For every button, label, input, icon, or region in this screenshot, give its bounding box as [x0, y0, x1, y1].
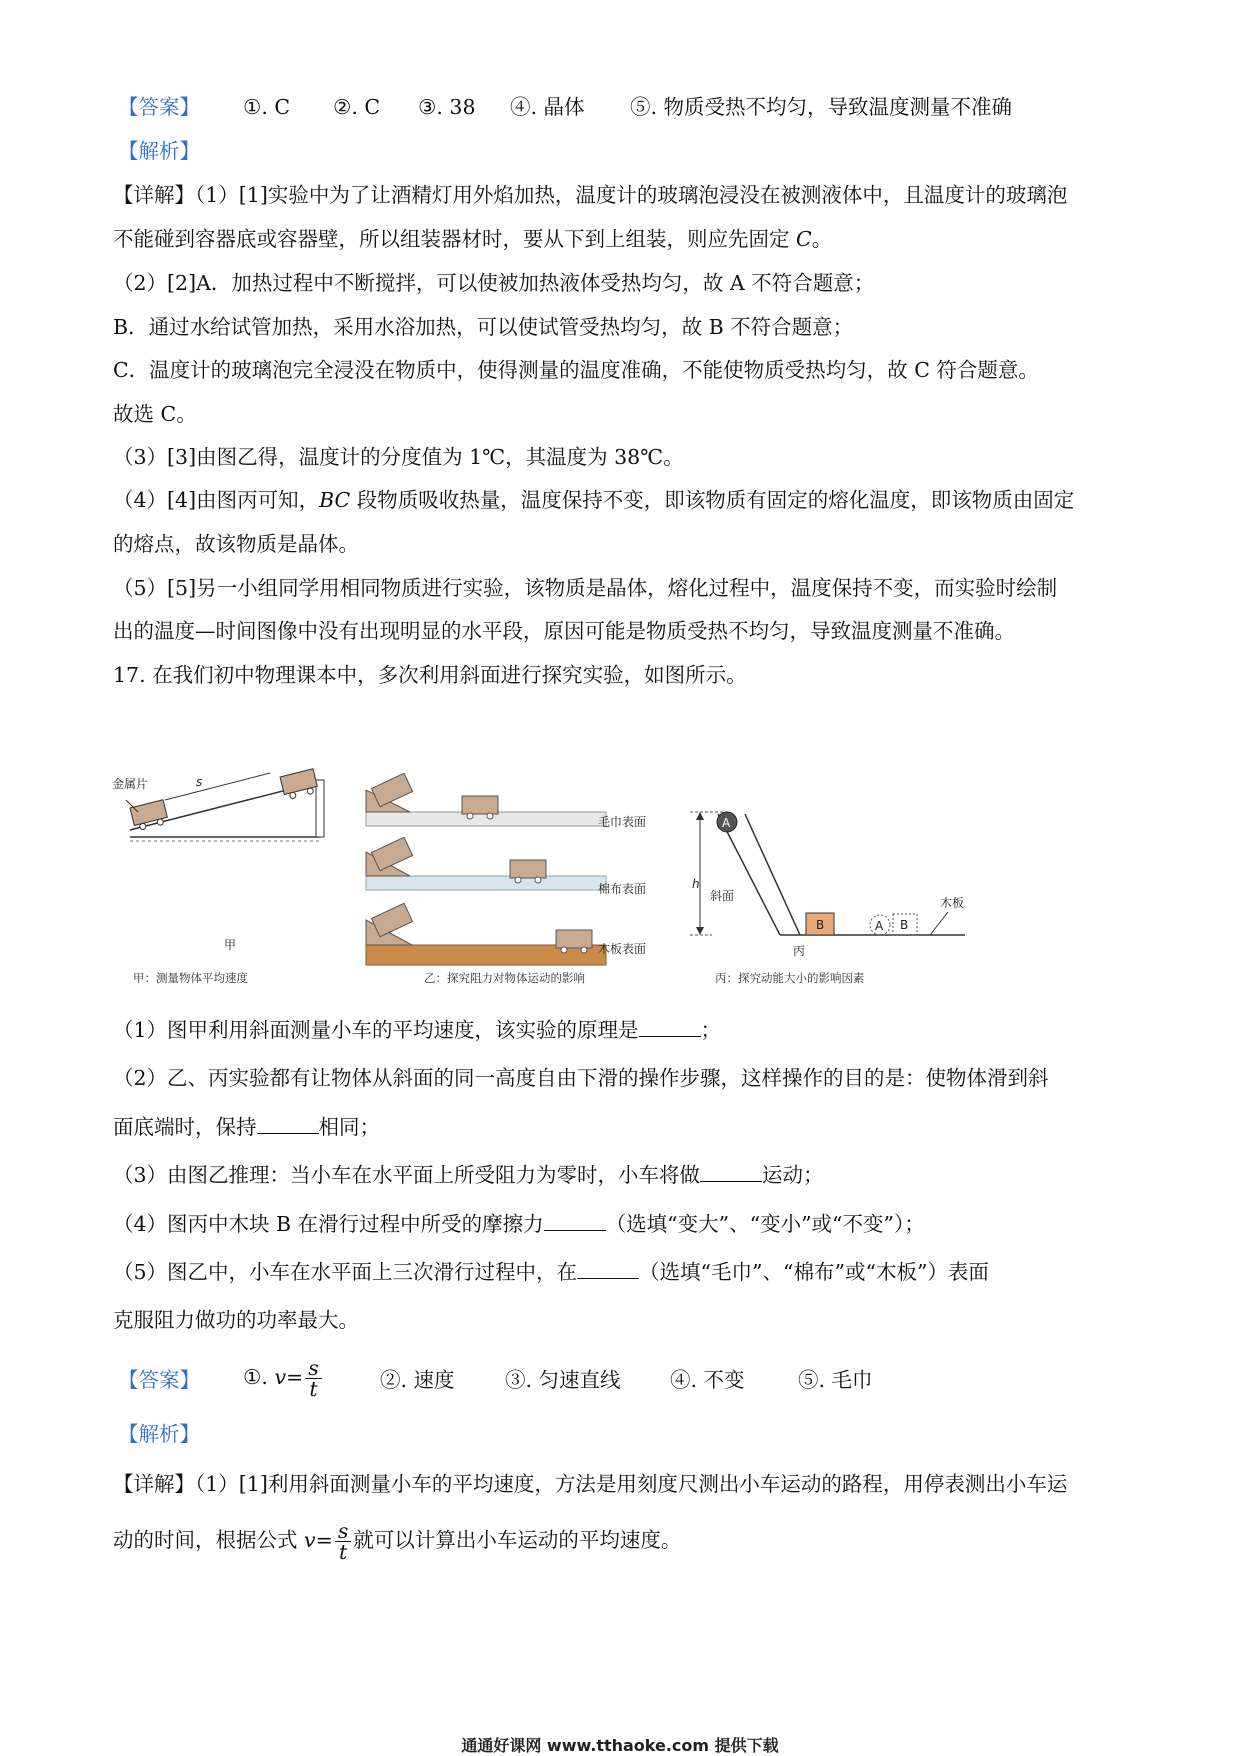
sub-question-5	[113, 1258, 989, 1286]
answer-item: ③. 38	[418, 95, 476, 119]
detail-line: C．温度计的玻璃泡完全浸没在物质中，使得测量的温度准确，不能使物质受热均匀，故 C 符合题意。	[113, 358, 1039, 382]
detail-text: 不能碰到容器底或容器壁，所以组装器材时，要从下到上组装，则应先固定	[113, 227, 790, 251]
cart-icon	[130, 800, 169, 832]
question-text: （1）图甲利用斜面测量小车的平均速度，该实验的原理是	[113, 1018, 639, 1042]
detail-line: 不能碰到容器底或容器壁，所以组装器材时，要从下到上组装，则应先固定 C。	[113, 227, 833, 251]
denominator: t	[309, 1377, 318, 1401]
cart-icon	[280, 769, 319, 801]
label-jia: 甲	[224, 938, 237, 952]
question-text: （4）图丙中木块 B 在滑行过程中所受的摩擦力	[113, 1212, 544, 1236]
answer-item: ④. 不变	[670, 1368, 745, 1392]
detail-text: 段物质吸收热量，温度保持不变，即该物质有固定的熔化温度，即该物质由固定	[350, 488, 1075, 512]
caption-bing: 丙：探究动能大小的影响因素	[715, 971, 865, 985]
answer-item: ③. 匀速直线	[505, 1368, 621, 1392]
answer-number: ①.	[243, 1365, 268, 1389]
detail-tag: 【详解】	[113, 1472, 195, 1496]
answer-item: ⑤. 物质受热不均匀，导致温度测量不准确	[630, 95, 1013, 119]
answer-tag: 【答案】	[118, 95, 200, 119]
variable: C	[796, 227, 812, 251]
label-h: h	[692, 877, 700, 891]
detail-line	[113, 1515, 681, 1565]
denominator: t	[338, 1540, 348, 1564]
figure-bing	[690, 812, 965, 985]
sub-question-2b	[113, 1113, 380, 1141]
answer-item: ⑤. 毛巾	[798, 1368, 873, 1392]
detail-line: （2）[2]A．加热过程中不断搅拌，可以使被加热液体受热均匀，故 A 不符合题意；	[113, 271, 875, 295]
question-text: （5）图乙中，小车在水平面上三次滑行过程中，在	[113, 1260, 578, 1284]
analysis-tag: 【解析】	[118, 139, 200, 163]
detail-text: （1）[1]利用斜面测量小车的平均速度，方法是用刻度尺测出小车运动的路程，用停表测出小车运	[195, 1472, 1068, 1496]
sub-question-4	[113, 1210, 925, 1238]
equals-sign: =	[315, 1528, 333, 1552]
answer-item: ②. 速度	[380, 1368, 455, 1392]
detail-text: 就可以计算出小车运动的平均速度。	[353, 1528, 682, 1552]
label-ball-a2: A	[875, 919, 884, 933]
answer-item-formula	[243, 1358, 324, 1399]
surface-wood: 木板表面	[598, 942, 647, 956]
answer-item: ④. 晶体	[510, 95, 585, 119]
sub-question-3	[113, 1161, 824, 1189]
question-text: （3）由图乙推理：当小车在水平面上所受阻力为零时，小车将做	[113, 1163, 701, 1187]
question-text: ；	[700, 1018, 722, 1042]
analysis-tag: 【解析】	[118, 1422, 200, 1446]
answer-blank	[577, 1258, 639, 1279]
question-text: 相同；	[318, 1115, 380, 1139]
detail-line: 出的温度—时间图像中没有出现明显的水平段，原因可能是物质受热不均匀，导致温度测量不准确。	[113, 619, 1015, 643]
detail-text: 动的时间，根据公式	[113, 1528, 298, 1552]
sub-question-1	[113, 1016, 721, 1044]
variable: v	[304, 1528, 316, 1552]
detail-line: B．通过水给试管加热，采用水浴加热，可以使试管受热均匀，故 B 不符合题意；	[113, 315, 854, 339]
equals-sign: =	[286, 1365, 304, 1389]
label-bing: 丙	[793, 944, 806, 958]
label-ball-a: A	[722, 816, 731, 830]
detail-line: 的熔点，故该物质是晶体。	[113, 532, 359, 556]
question-text: 运动；	[762, 1163, 824, 1187]
answer-tag: 【答案】	[118, 1368, 200, 1392]
numerator: s	[335, 1521, 352, 1542]
variable: v	[274, 1365, 287, 1389]
surface-towel: 毛巾表面	[598, 815, 647, 829]
figure-jia	[112, 769, 324, 985]
label-foil: 金属片	[112, 777, 149, 791]
detail-line: （3）[3]由图乙得，温度计的分度值为 1℃，其温度为 38℃。	[113, 445, 684, 469]
answer-blank	[257, 1113, 319, 1134]
fraction	[335, 1521, 352, 1562]
variable: BC	[319, 488, 351, 512]
sub-question-5b: 克服阻力做功的功率最大。	[113, 1308, 359, 1332]
detail-text: （4）[4]由图丙可知，	[113, 488, 320, 512]
answer-blank	[639, 1016, 701, 1037]
question-text: 面底端时，保持	[113, 1115, 257, 1139]
fraction	[305, 1358, 322, 1399]
question-stem: 17. 在我们初中物理课本中，多次利用斜面进行探究实验，如图所示。	[113, 663, 747, 687]
detail-tag: 【详解】	[113, 183, 195, 207]
figure-yi	[366, 773, 646, 985]
label-s: s	[196, 775, 203, 789]
label-slope: 斜面	[710, 889, 735, 903]
numerator: s	[305, 1358, 322, 1379]
detail-line: （5）[5]另一小组同学用相同物质进行实验，该物质是晶体，熔化过程中，温度保持不变，而实验时绘制	[113, 576, 1058, 600]
answer-blank	[700, 1161, 762, 1182]
page-footer: 通通好课网 www.tthaoke.com 提供下载	[461, 1736, 779, 1755]
surface-cotton: 棉布表面	[598, 882, 647, 896]
question-text: （选填“毛巾”、“棉布”或“木板”）表面	[639, 1260, 989, 1284]
detail-line	[113, 1470, 1067, 1498]
label-block-b2: B	[900, 918, 909, 932]
label-board: 木板	[940, 896, 965, 910]
answer-item: ①. C	[243, 95, 291, 119]
caption-jia: 甲：测量物体平均速度	[133, 971, 248, 985]
answer-blank	[544, 1210, 606, 1231]
question-text: （选填“变大”、“变小”或“不变”）；	[605, 1212, 925, 1236]
sub-question-2: （2）乙、丙实验都有让物体从斜面的同一高度自由下滑的操作步骤，这样操作的目的是：使物体滑到斜	[113, 1066, 1049, 1090]
caption-yi: 乙：探究阻力对物体运动的影响	[424, 971, 585, 985]
answer-item: ②. C	[333, 95, 381, 119]
detail-line: 故选 C。	[113, 402, 197, 426]
label-block-b: B	[816, 918, 825, 932]
detail-text: （1）[1]实验中为了让酒精灯用外焰加热，温度计的玻璃泡浸没在被测液体中，且温度计的玻璃泡	[195, 183, 1068, 207]
